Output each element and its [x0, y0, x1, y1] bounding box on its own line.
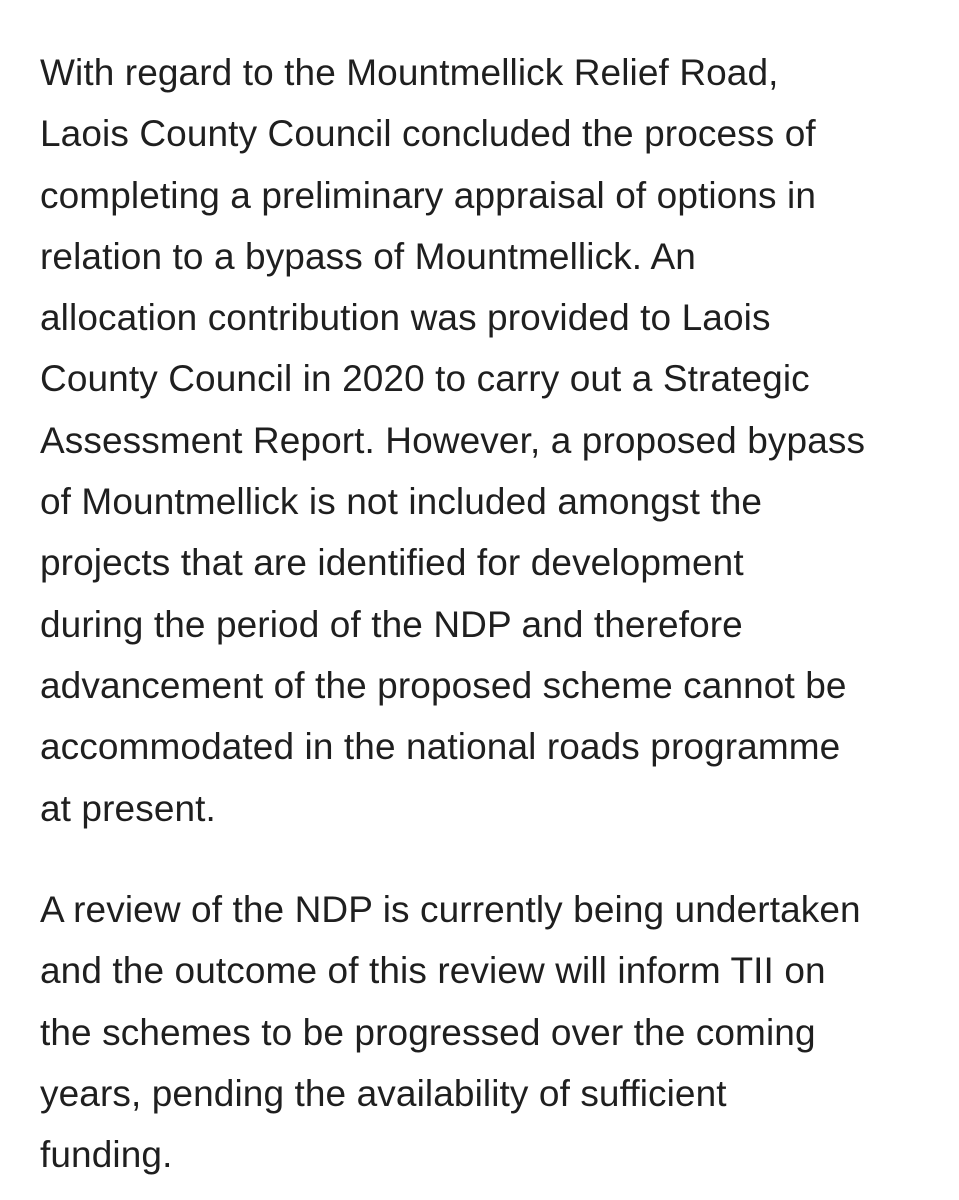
- paragraph-line: With regard to the Mountmellick Relief Road,: [40, 52, 779, 93]
- paragraph-line: accommodated in the national roads programme: [40, 726, 841, 768]
- paragraph-line: at present.: [40, 787, 216, 829]
- paragraph-line: Laois County Council concluded the process of: [40, 113, 816, 155]
- paragraph-line: allocation contribution was provided to Laois: [40, 297, 771, 339]
- paragraph-line: Assessment Report. However, a proposed bypass: [40, 419, 866, 461]
- paragraph-line: the schemes to be progressed over the coming: [40, 1011, 816, 1053]
- paragraph-ndp-review: [40, 879, 861, 1185]
- paragraph-line: County Council in 2020 to carry out a Strategic: [40, 358, 810, 400]
- paragraph-line: during the period of the NDP and therefore: [40, 603, 743, 645]
- paragraph-line: and the outcome of this review will inform TII on: [40, 950, 826, 992]
- paragraph-line: projects that are identified for development: [40, 542, 744, 584]
- paragraph-line: of Mountmellick is not included amongst the: [40, 481, 763, 523]
- paragraph-line: funding.: [40, 1134, 173, 1176]
- paragraph-line: years, pending the availability of sufficient: [40, 1072, 727, 1114]
- paragraph-line: completing a preliminary appraisal of options in: [40, 174, 817, 216]
- document-body: [40, 42, 945, 1176]
- paragraph-line: A review of the NDP is currently being undertaken: [40, 889, 861, 930]
- paragraph-line: relation to a bypass of Mountmellick. An: [40, 235, 696, 277]
- paragraph-relief-road: [40, 42, 945, 839]
- paragraph-line: advancement of the proposed scheme cannot be: [40, 664, 847, 706]
